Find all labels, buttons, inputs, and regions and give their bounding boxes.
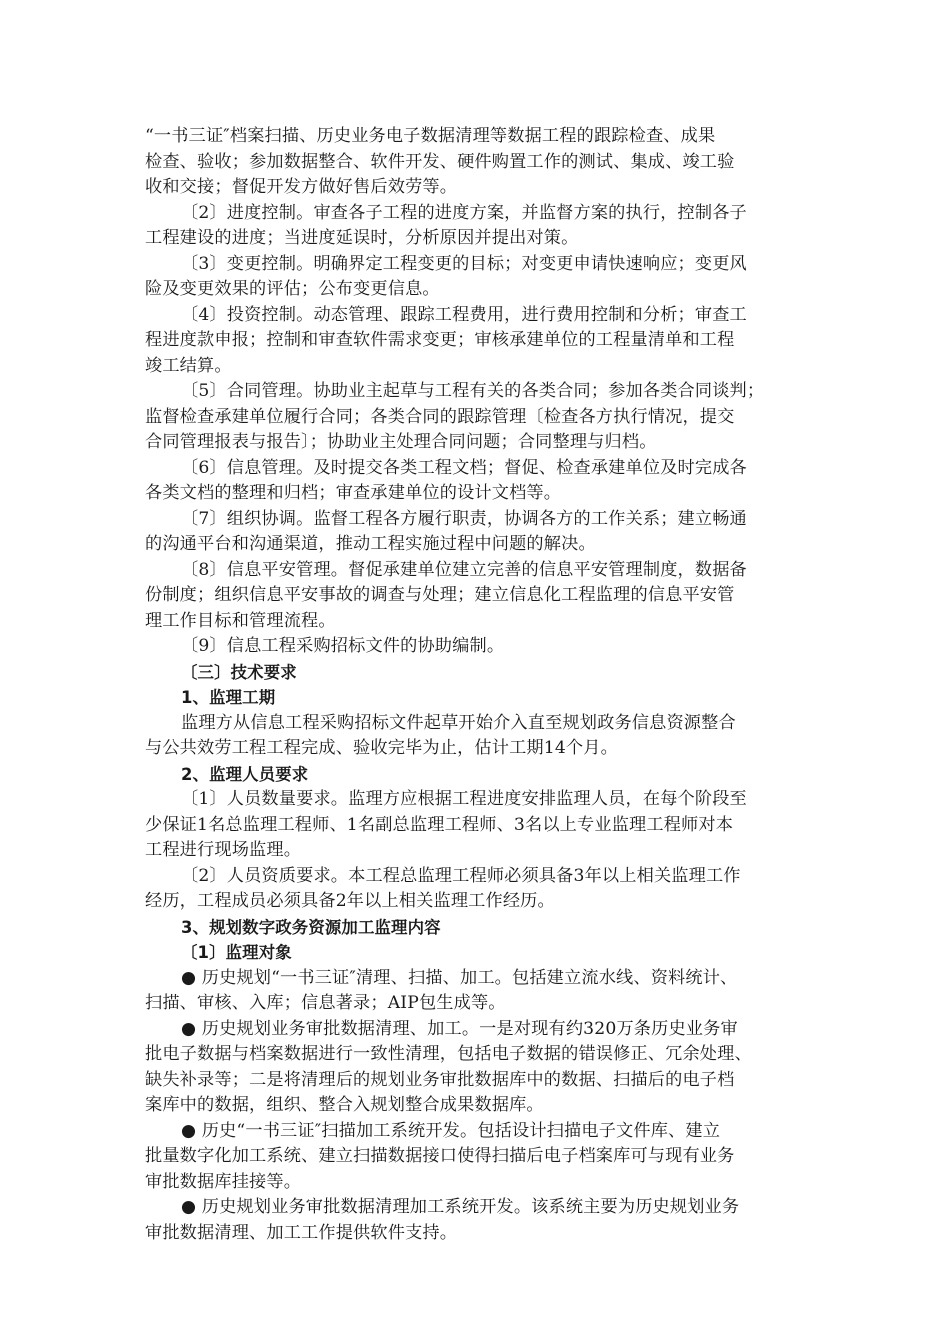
text-line: 〔1〕监理对象 bbox=[181, 943, 292, 962]
text-line: 〔3〕变更控制。明确界定工程变更的目标；对变更申请快速响应；变更风 bbox=[181, 253, 747, 274]
text-line: 监理方从信息工程采购招标文件起草开始介入直至规划政务信息资源整合 bbox=[181, 712, 736, 733]
text-line: 扫描、审核、入库；信息著录；AIP包生成等。 bbox=[145, 993, 506, 1013]
bullet-paragraph bbox=[145, 1017, 821, 1119]
paragraph bbox=[145, 507, 821, 558]
text-line: 3、规划数字政务资源加工监理内容 bbox=[181, 917, 441, 937]
text-line: 〔9〕信息工程采购招标文件的协助编制。 bbox=[181, 636, 505, 656]
text-line: 〔2〕进度控制。审查各子工程的进度方案，并监督方案的执行，控制各子 bbox=[181, 202, 747, 223]
text-line: 〔8〕信息平安管理。督促承建单位建立完善的信息平安管理制度，数据备 bbox=[181, 559, 747, 580]
section-heading bbox=[145, 660, 821, 686]
text-line: 竣工结算。 bbox=[145, 355, 232, 376]
bullet-paragraph bbox=[145, 1119, 821, 1196]
text-line: 工程进行现场监理。 bbox=[145, 840, 302, 860]
document-page bbox=[145, 124, 821, 1246]
text-line: 工程建设的进度；当进度延误时，分析原因并提出对策。 bbox=[145, 228, 579, 248]
text-line: ● 历史“一书三证″扫描加工系统开发。包括设计扫描电子文件库、建立 bbox=[181, 1120, 721, 1141]
text-line: 2、监理人员要求 bbox=[181, 764, 309, 784]
text-line: 收和交接；督促开发方做好售后效劳等。 bbox=[145, 177, 458, 197]
section-heading bbox=[145, 762, 821, 788]
paragraph bbox=[145, 252, 821, 303]
paragraph bbox=[145, 303, 821, 380]
text-line: ● 历史规划业务审批数据清理加工系统开发。该系统主要为历史规划业务 bbox=[181, 1197, 740, 1217]
text-line: 监督检查承建单位履行合同；各类合同的跟踪管理〔检查各方执行情况，提交 bbox=[145, 406, 735, 427]
section-heading bbox=[145, 685, 821, 711]
text-line: ● 历史规划业务审批数据清理、加工。一是对现有约320万条历史业务审 bbox=[181, 1018, 738, 1039]
text-line: 〔5〕合同管理。协助业主起草与工程有关的各类合同；参加各类合同谈判； bbox=[181, 381, 765, 401]
text-line: ● 历史规划“一书三证″清理、扫描、加工。包括建立流水线、资料统计、 bbox=[181, 967, 738, 988]
text-line: 〔2〕人员资质要求。本工程总监理工程师必须具备3年以上相关监理工作 bbox=[181, 865, 741, 886]
paragraph bbox=[145, 456, 821, 507]
section-heading bbox=[145, 915, 821, 941]
text-line: 理工作目标和管理流程。 bbox=[145, 610, 336, 631]
paragraph bbox=[145, 558, 821, 635]
text-line: “一书三证″档案扫描、历史业务电子数据清理等数据工程的跟踪检查、成果 bbox=[145, 126, 716, 146]
bullet-paragraph bbox=[145, 966, 821, 1017]
text-line: 检查、验收；参加数据整合、软件开发、硬件购置工作的测试、集成、竣工验 bbox=[145, 151, 735, 172]
paragraph bbox=[145, 711, 821, 762]
text-line: 批量数字化加工系统、建立扫描数据接口使得扫描后电子档案库可与现有业务 bbox=[145, 1146, 735, 1166]
text-line: 〔4〕投资控制。动态管理、跟踪工程费用，进行费用控制和分析；审查工 bbox=[181, 304, 747, 325]
text-line: 审批数据库挂接等。 bbox=[145, 1171, 302, 1192]
text-line: 1、监理工期 bbox=[181, 688, 276, 707]
text-line: 案库中的数据，组织、整合入规划整合成果数据库。 bbox=[145, 1095, 544, 1115]
text-line: 程进度款申报；控制和审查软件需求变更；审核承建单位的工程量清单和工程 bbox=[145, 330, 735, 350]
text-line: 少保证1名总监理工程师、1名副总监理工程师、3名以上专业监理工程师对本 bbox=[145, 814, 734, 835]
text-line: 与公共效劳工程工程完成、验收完毕为止，估计工期14个月。 bbox=[145, 738, 618, 758]
text-line: 合同管理报表与报告〕；协助业主处理合同问题；合同整理与归档。 bbox=[145, 432, 657, 452]
text-line: 〔6〕信息管理。及时提交各类工程文档；督促、检查承建单位及时完成各 bbox=[181, 457, 747, 478]
paragraph bbox=[145, 379, 821, 456]
text-line: 〔1〕人员数量要求。监理方应根据工程进度安排监理人员，在每个阶段至 bbox=[181, 789, 747, 809]
text-line: 各类文档的整理和归档；审查承建单位的设计文档等。 bbox=[145, 483, 562, 503]
text-line: 的沟通平台和沟通渠道，推动工程实施过程中问题的解决。 bbox=[145, 534, 596, 554]
text-line: 〔三〕技术要求 bbox=[181, 662, 297, 682]
bullet-paragraph bbox=[145, 1195, 821, 1246]
text-line: 〔7〕组织协调。监督工程各方履行职责，协调各方的工作关系；建立畅通 bbox=[181, 508, 747, 529]
text-line: 险及变更效果的评估；公布变更信息。 bbox=[145, 279, 440, 299]
paragraph bbox=[145, 201, 821, 252]
paragraph bbox=[145, 634, 821, 660]
paragraph bbox=[145, 124, 821, 201]
paragraph bbox=[145, 864, 821, 915]
paragraph bbox=[145, 787, 821, 864]
text-line: 经历，工程成员必须具备2年以上相关监理工作经历。 bbox=[145, 891, 555, 911]
text-line: 份制度；组织信息平安事故的调查与处理；建立信息化工程监理的信息平安管 bbox=[145, 585, 735, 605]
text-line: 批电子数据与档案数据进行一致性清理，包括电子数据的错误修正、冗余处理、 bbox=[145, 1044, 752, 1064]
section-heading bbox=[145, 940, 821, 966]
text-line: 缺失补录等；二是将清理后的规划业务审批数据库中的数据、扫描后的电子档 bbox=[145, 1069, 735, 1090]
text-line: 审批数据清理、加工工作提供软件支持。 bbox=[145, 1222, 458, 1243]
